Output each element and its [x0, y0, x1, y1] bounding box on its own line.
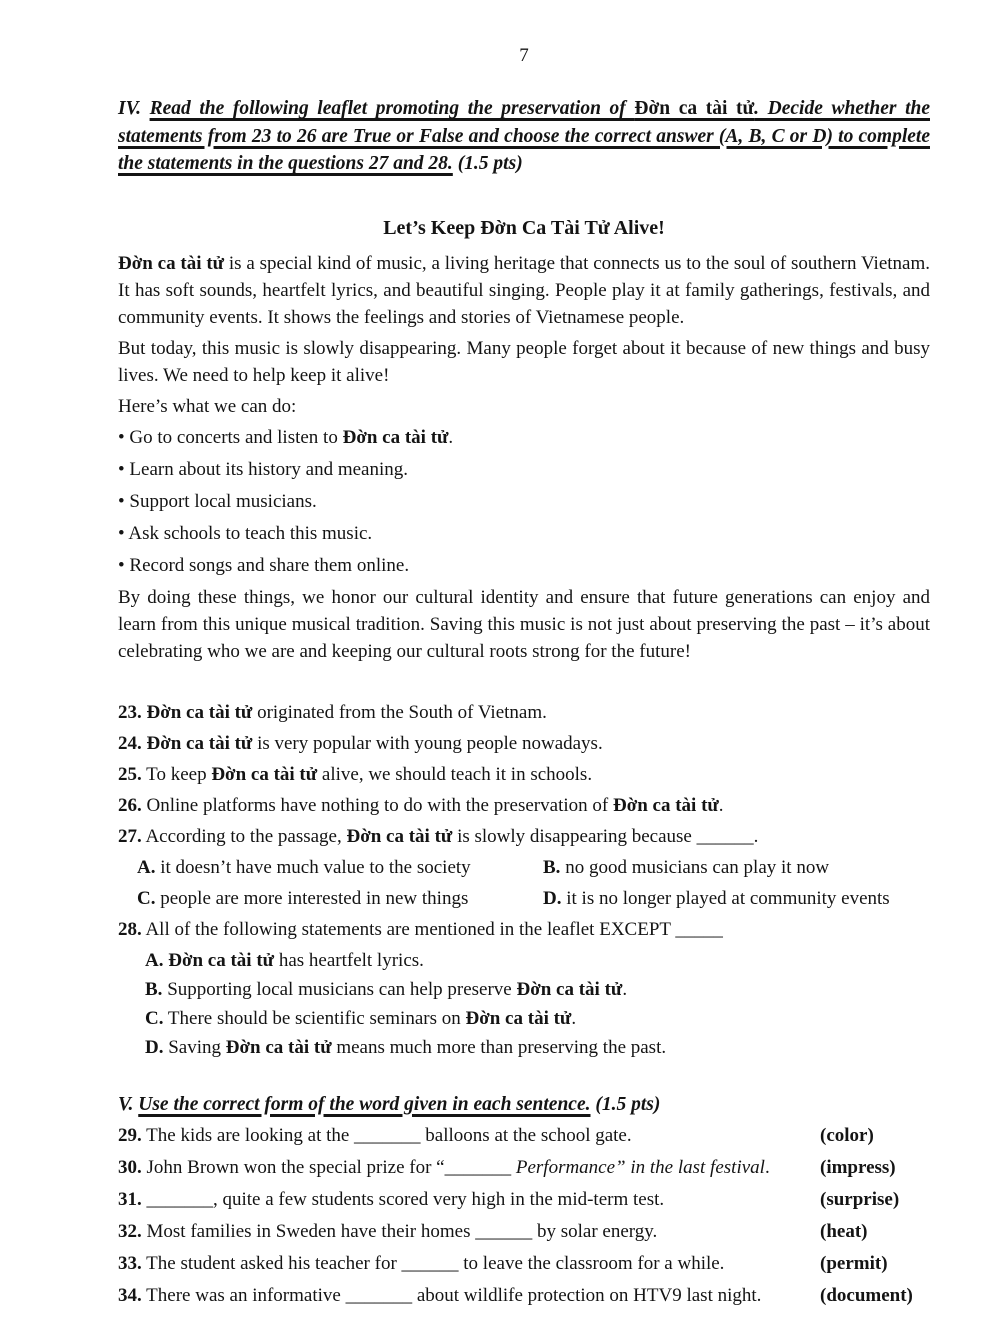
option-letter: A. [145, 949, 164, 971]
leaflet-paragraph-3: Here’s what we can do: [118, 395, 297, 417]
question-number: 32. [118, 1221, 142, 1242]
sentence [118, 1122, 820, 1149]
bullet-text: Ask schools to teach this music. [128, 522, 373, 544]
bullet-text: Support local musicians. [129, 490, 317, 512]
question-23 [118, 699, 930, 726]
question-28 [118, 916, 930, 943]
question-keyword: Đờn ca tài tử [612, 794, 719, 816]
leaflet-bullet-4 [118, 520, 930, 547]
given-word: (surprise) [820, 1189, 900, 1210]
leaflet-title: Let’s Keep Đờn Ca Tài Tử Alive! [383, 216, 665, 239]
given-word: (document) [820, 1285, 913, 1306]
leaflet-paragraph-1 [118, 250, 930, 331]
q27-option-b [543, 854, 930, 881]
option-keyword: Đờn ca tài tử [465, 1007, 572, 1029]
word-form-item-32 [118, 1218, 930, 1245]
question-number: 23. [118, 701, 142, 723]
option-text-end: . [571, 1007, 577, 1029]
option-letter: D. [145, 1036, 164, 1058]
sentence-text: The kids are looking at the _______ balloons at the school gate. [146, 1125, 632, 1146]
question-text-end: is very popular with young people nowadays. [252, 732, 603, 754]
bullet-marker: • [118, 522, 125, 544]
word-form-item-33 [118, 1250, 930, 1277]
bullet-marker: • [118, 490, 125, 512]
sentence [118, 1218, 820, 1245]
word-form-item-29 [118, 1122, 930, 1149]
leaflet-paragraph-4: By doing these things, we honor our cultural identity and ensure that future generations can enjoy and learn from this unique musical tradition. Saving this music is not just about preserving the past – it’s about celebrating who we are and keeping our cultural roots strong for the future! [118, 586, 930, 662]
word-form-item-31 [118, 1186, 930, 1213]
sentence-text: John Brown won the special prize for “_______ [146, 1157, 516, 1178]
q27-option-c [137, 885, 543, 912]
question-keyword: Đờn ca tài tử [146, 701, 253, 723]
question-24 [118, 730, 930, 757]
sentence [118, 1282, 820, 1309]
option-text-end: has heartfelt lyrics. [274, 949, 424, 971]
paragraph-text: is a special kind of music, a living heritage that connects us to the soul of southern Vietnam. It has soft sounds, heartfelt lyrics, and beautiful singing. People play it at family gatherings, festivals, and community events. It shows the feelings and stories of Vietnamese people. [118, 252, 930, 328]
section-v-label: V. [118, 1093, 134, 1115]
question-text-end: originated from the South of Vietnam. [252, 701, 547, 723]
question-text-end: . [718, 794, 724, 816]
question-27-options [118, 854, 930, 916]
section-v-instructions: Use the correct form of the word given in each sentence. [138, 1093, 591, 1115]
q27-option-a [137, 854, 543, 881]
bullet-text: Record songs and share them online. [129, 554, 410, 576]
section-iv-instructions-part1: Read the following leaflet promoting the preservation of [149, 98, 635, 119]
section-iv-header [118, 95, 930, 178]
option-text: Saving [168, 1036, 226, 1058]
sentence-text: Most families in Sweden have their homes ______ by solar energy. [146, 1221, 658, 1242]
question-keyword: Đờn ca tài tử [346, 825, 453, 847]
question-number: 24. [118, 732, 142, 754]
word-form-item-30 [118, 1154, 930, 1181]
sentence-text: The student asked his teacher for ______ to leave the classroom for a while. [146, 1253, 725, 1274]
leaflet-bullet-2 [118, 456, 930, 483]
question-text-end: alive, we should teach it in schools. [317, 763, 593, 785]
word-form-item-34 [118, 1282, 930, 1309]
given-word: (heat) [820, 1221, 868, 1242]
sentence [118, 1186, 820, 1213]
bullet-text-end: . [448, 426, 454, 448]
sentence-text: _______, quite a few students scored very high in the mid-term test. [146, 1189, 665, 1210]
question-text: Online platforms have nothing to do with the preservation of [146, 794, 613, 816]
option-text: There should be scientific seminars on [167, 1007, 466, 1029]
question-25 [118, 761, 930, 788]
option-letter: C. [137, 887, 156, 909]
leaflet-keyword: Đờn ca tài tử [118, 252, 225, 274]
leaflet-bullet-1 [118, 424, 930, 451]
question-number: 34. [118, 1285, 142, 1306]
question-26 [118, 792, 930, 819]
bullet-text: Go to concerts and listen to [129, 426, 343, 448]
option-letter: D. [543, 887, 562, 909]
sentence-text-end: . [764, 1157, 770, 1178]
option-text: no good musicians can play it now [565, 856, 830, 878]
question-number: 29. [118, 1125, 142, 1146]
question-keyword: Đờn ca tài tử [211, 763, 318, 785]
section-iv-instructions-part2: . Decide whether the statements from 23 to 26 are True or False and choose the correct answer (A, B, C or D) to complete the statements in the questions 27 and 28. [118, 98, 930, 174]
section-v [118, 1091, 930, 1310]
section-v-points: (1.5 pts) [595, 1093, 661, 1115]
question-number: 27. [118, 825, 142, 847]
question-number: 31. [118, 1189, 142, 1210]
given-word: (permit) [820, 1253, 888, 1274]
leaflet-paragraph-2: But today, this music is slowly disappearing. Many people forget about it because of new things and busy lives. We need to help keep it alive! [118, 337, 930, 386]
bullet-text: Learn about its history and meaning. [129, 458, 409, 480]
q28-option-b [145, 976, 930, 1003]
option-text-end: . [622, 978, 628, 1000]
option-keyword: Đờn ca tài tử [516, 978, 623, 1000]
option-text: it is no longer played at community events [566, 887, 890, 909]
sentence-italic: Performance” in the last festival [515, 1157, 765, 1178]
sentence [118, 1154, 820, 1181]
option-letter: C. [145, 1007, 164, 1029]
option-text-end: means much more than preserving the past. [331, 1036, 667, 1058]
option-keyword: Đờn ca tài tử [225, 1036, 332, 1058]
question-keyword: Đờn ca tài tử [146, 732, 253, 754]
bullet-keyword: Đờn ca tài tử [342, 426, 449, 448]
option-letter: B. [543, 856, 561, 878]
sentence [118, 1250, 820, 1277]
leaflet-bullet-3 [118, 488, 930, 515]
question-number: 30. [118, 1157, 142, 1178]
bullet-marker: • [118, 426, 125, 448]
question-text: All of the following statements are mentioned in the leaflet EXCEPT _____ [145, 918, 723, 940]
q28-option-c [145, 1005, 930, 1032]
bullet-marker: • [118, 458, 125, 480]
question-number: 25. [118, 763, 142, 785]
q28-option-d [145, 1034, 930, 1061]
section-v-header [118, 1091, 930, 1119]
question-number: 28. [118, 918, 142, 940]
option-text: Supporting local musicians can help preserve [167, 978, 517, 1000]
sentence-text: There was an informative _______ about wildlife protection on HTV9 last night. [146, 1285, 762, 1306]
section-iv-label: IV. [118, 98, 141, 119]
section-iv-points: (1.5 pts) [457, 153, 523, 174]
q28-option-a [145, 947, 930, 974]
question-number: 26. [118, 794, 142, 816]
given-word: (color) [820, 1125, 874, 1146]
question-text: To keep [146, 763, 212, 785]
section-iv-instructions [118, 98, 930, 174]
section-iv-keyword: Đờn ca tài tử [634, 98, 755, 119]
option-letter: A. [137, 856, 156, 878]
bullet-marker: • [118, 554, 125, 576]
option-keyword: Đờn ca tài tử [168, 949, 275, 971]
q27-option-d [543, 885, 930, 912]
question-text: According to the passage, [145, 825, 347, 847]
given-word: (impress) [820, 1157, 896, 1178]
questions-23-28 [118, 699, 930, 1061]
option-text: it doesn’t have much value to the society [160, 856, 471, 878]
question-27 [118, 823, 930, 850]
option-letter: B. [145, 978, 163, 1000]
question-text-end: is slowly disappearing because ______. [452, 825, 759, 847]
option-text: people are more interested in new things [160, 887, 469, 909]
page-number: 7 [519, 45, 529, 66]
question-number: 33. [118, 1253, 142, 1274]
leaflet-bullet-5 [118, 552, 930, 579]
question-28-options [118, 947, 930, 1061]
